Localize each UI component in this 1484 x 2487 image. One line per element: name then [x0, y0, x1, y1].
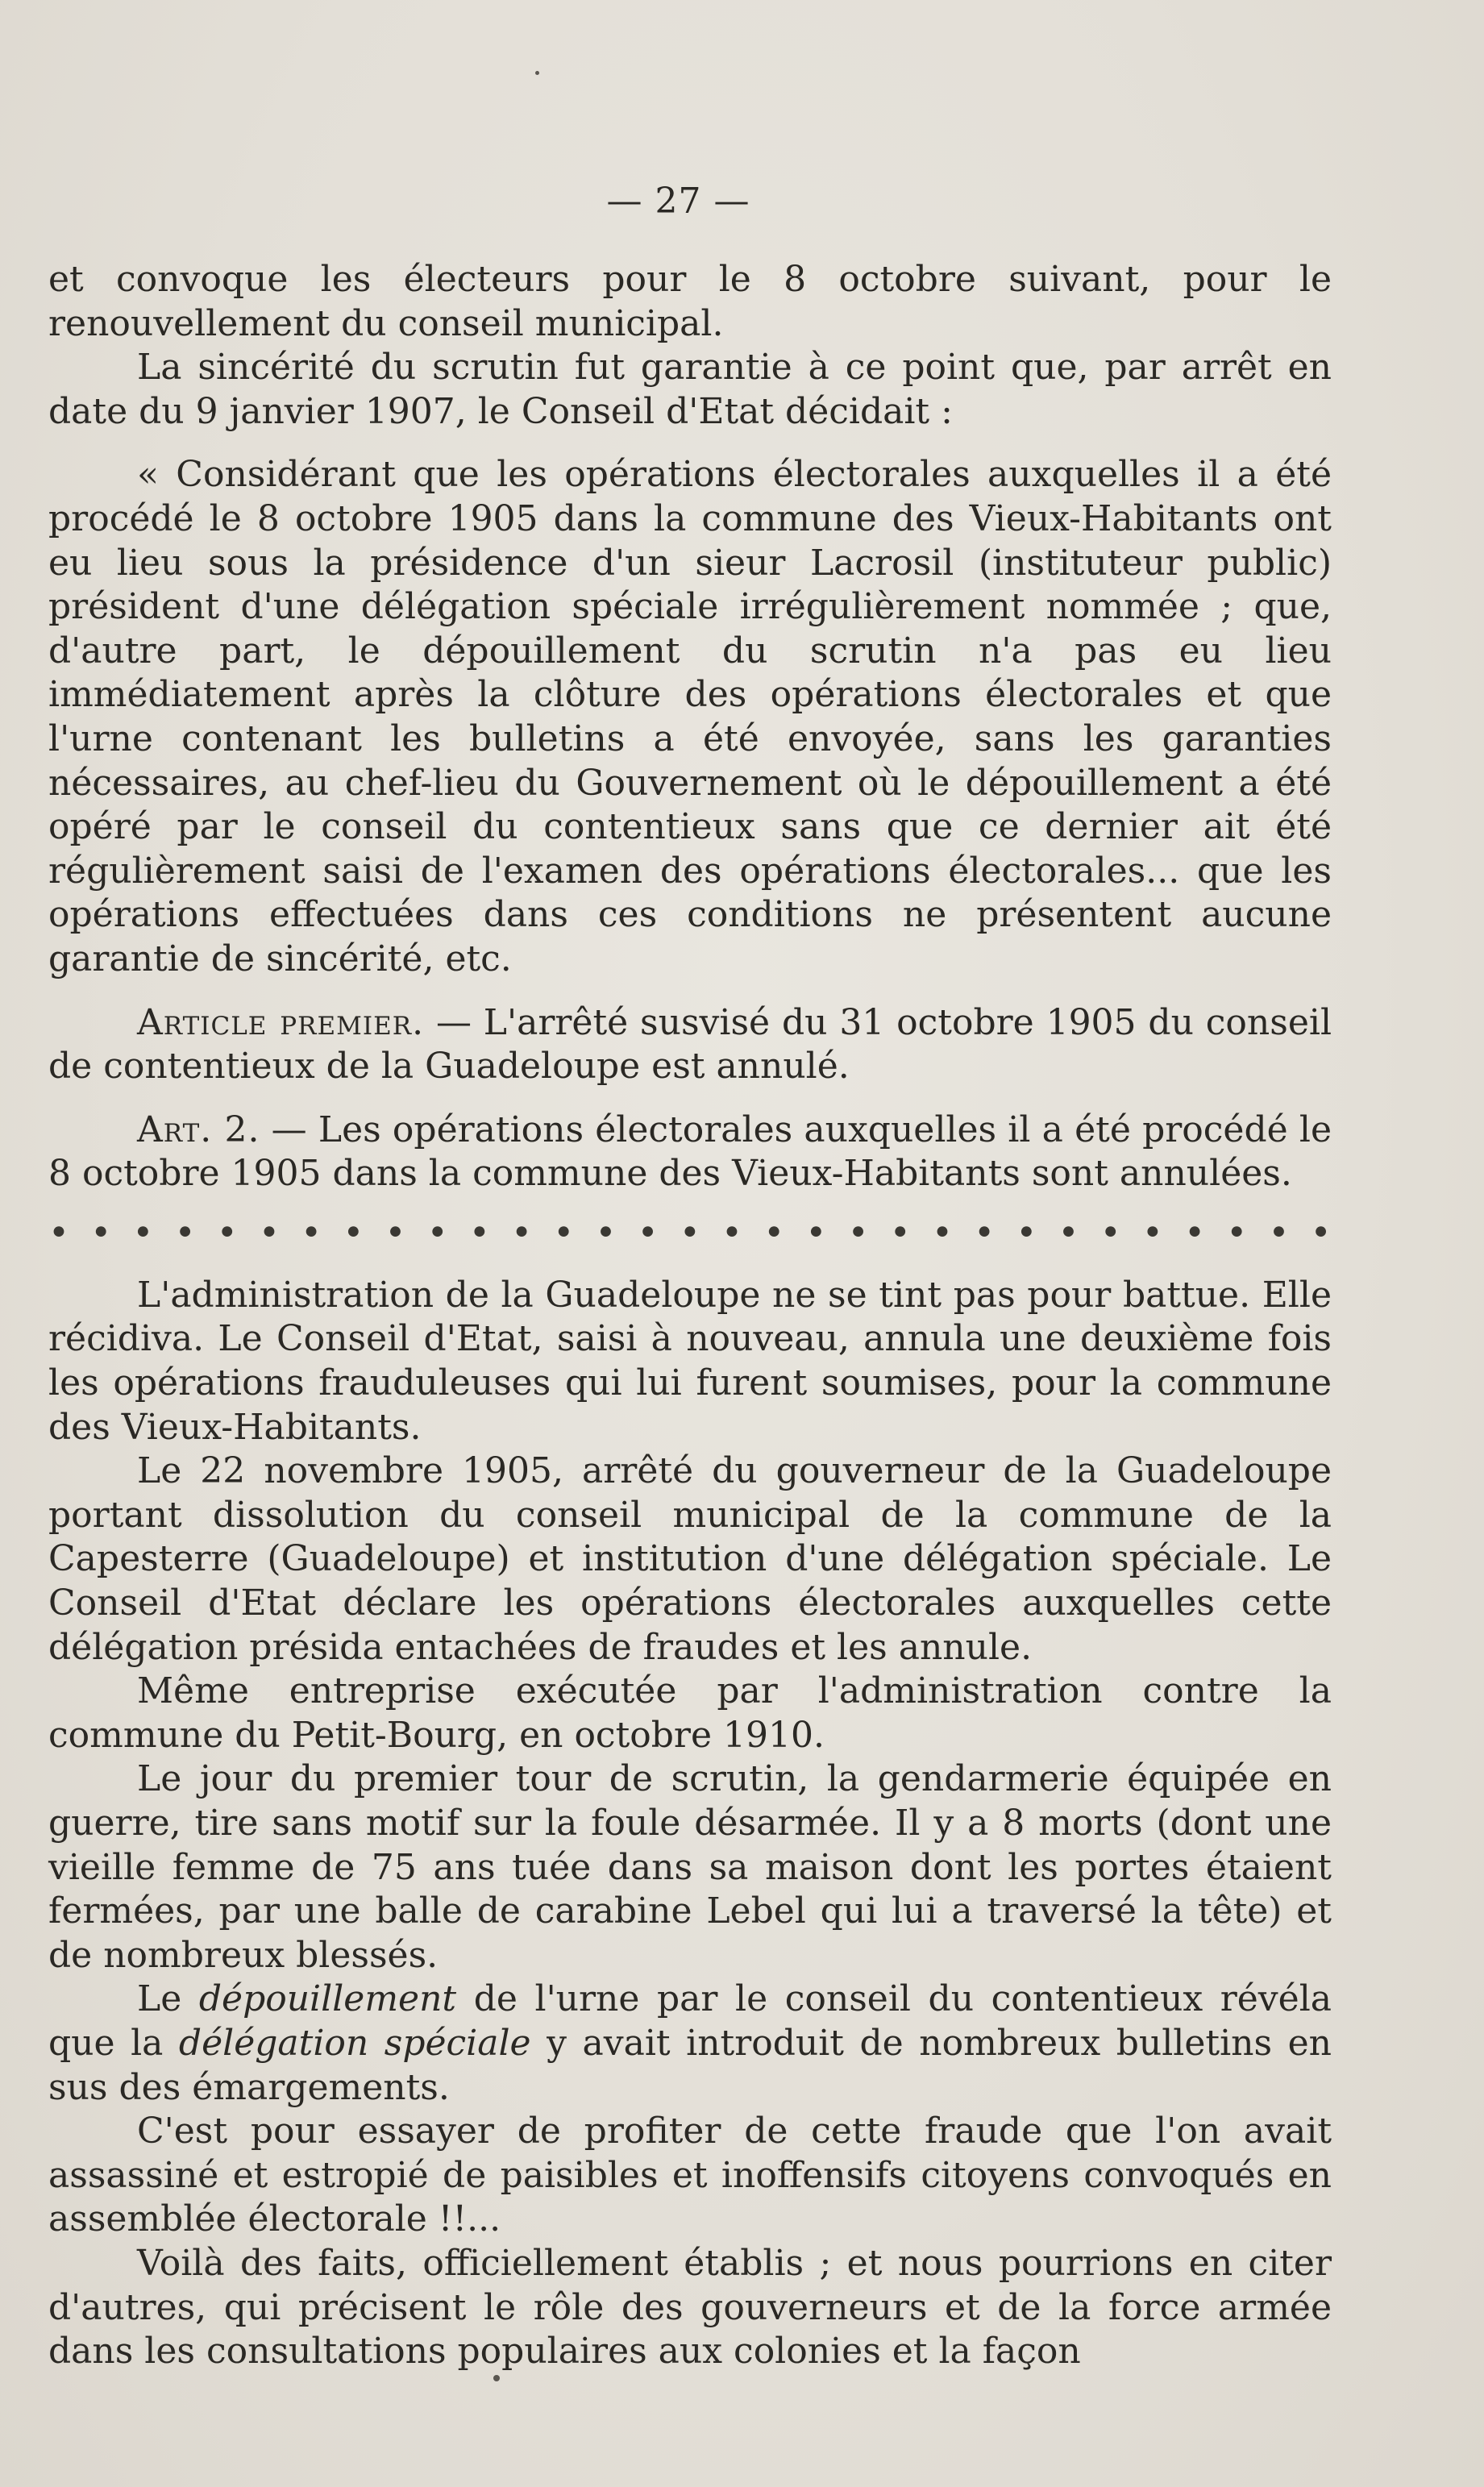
leader-dot: • [1310, 1212, 1332, 1254]
leader-dot: • [385, 1212, 406, 1254]
article-premier [48, 1001, 1332, 1089]
paragraph-sincerite: La sincérité du scrutin fut garantie à ce point que, par arrêt en date du 9 janvier 1907, le Conseil d'Etat décidait : [48, 347, 1332, 432]
leader-dot: • [90, 1212, 112, 1254]
text-run: de l'urne par le conseil du contentieux révéla que la [48, 1978, 1332, 2064]
leader-dot: • [343, 1212, 364, 1254]
leader-dot: • [721, 1212, 742, 1254]
leader-dot: • [974, 1212, 996, 1254]
leader-dot: • [847, 1212, 869, 1254]
leader-dot: • [595, 1212, 617, 1254]
leader-dot: • [216, 1212, 238, 1254]
paragraph-fraude: C'est pour essayer de profiter de cette fraude que l'on avait assassiné et estropié de paisibles et inoffensifs citoyens convoqués en assemblée électorale !!... [48, 2111, 1332, 2240]
paragraph-voila: Voilà des faits, officiellement établis ; et nous pourrions en citer d'autres, qui précisent le rôle des gouverneurs et de la force armée dans les consultations populaires aux colonies et la façon [48, 2242, 1332, 2373]
leader-dot: • [679, 1212, 700, 1254]
paragraph-administration: L'administration de la Guadeloupe ne se tint pas pour battue. Elle récidiva. Le Conseil d'Etat, saisi à nouveau, annula une deuxième fois les opérations frauduleuses qui lui furent soumises, pour la commune des Vieux-Habitants. [48, 1274, 1332, 1448]
article-premier-text: — L'arrêté susvisé du 31 octobre 1905 du conseil de contentieux de la Guadeloupe est annulé. [48, 1001, 1332, 1088]
leader-dot: • [511, 1212, 533, 1254]
leader-dot: • [1184, 1212, 1206, 1254]
paragraph-depouillement [48, 1978, 1332, 2110]
italic-depouillement: dépouillement [198, 1978, 457, 2020]
leader-dot: • [48, 1212, 69, 1254]
article-2 [48, 1108, 1332, 1196]
leader-dot: • [426, 1212, 448, 1254]
leader-dot: • [132, 1212, 154, 1254]
paragraph-gendarmerie: Le jour du premier tour de scrutin, la gendarmerie équipée en guerre, tire sans motif sur la foule désarmée. Il y a 8 morts (dont une vieille femme de 75 ans tuée dans sa maison dont les portes étaient fermées, par une balle de carabine Lebel qui lui a traversé la tête) et de nombreux blessés. [48, 1758, 1332, 1976]
leader-dot: • [258, 1212, 280, 1254]
leader-dot: • [763, 1212, 785, 1254]
leader-dot: • [553, 1212, 575, 1254]
paragraph-capesterre: Le 22 novembre 1905, arrêté du gouverneur de la Guadeloupe portant dissolution du conseil municipal de la commune de la Capesterre (Guadeloupe) et institution d'une délégation spéciale. Le Conseil d'Etat déclare les opérations électorales auxquelles cette délégation présida entachées de fraudes et les annule. [48, 1450, 1332, 1668]
paragraph-petit-bourg: Même entreprise exécutée par l'administration contre la commune du Petit-Bourg, en octobre 1910. [48, 1670, 1332, 1756]
ellipsis-dot-leader [48, 1212, 1332, 1254]
ink-speck [493, 2375, 500, 2381]
leader-dot: • [1141, 1212, 1163, 1254]
leader-dot: • [805, 1212, 827, 1254]
leader-dot: • [637, 1212, 659, 1254]
article-2-label: Art. 2. [137, 1108, 260, 1150]
leader-dot: • [1226, 1212, 1248, 1254]
paragraph-continuation: et convoque les électeurs pour le 8 octobre suivant, pour le renouvellement du conseil municipal. [48, 259, 1332, 344]
leader-dot: • [301, 1212, 322, 1254]
text-run: y avait introduit de nombreux bulletins en sus des émargements. [48, 2022, 1332, 2108]
leader-dot: • [1058, 1212, 1079, 1254]
text-run: Le [137, 1978, 199, 2020]
leader-dot: • [1099, 1212, 1121, 1254]
body-text [48, 258, 1332, 2374]
leader-dot: • [1268, 1212, 1290, 1254]
leader-dot: • [889, 1212, 911, 1254]
italic-delegation-speciale: délégation spéciale [178, 2022, 531, 2064]
article-premier-label: Article premier. [137, 1001, 425, 1043]
leader-dot: • [468, 1212, 490, 1254]
article-2-text: — Les opérations électorales auxquelles il a été procédé le 8 octobre 1905 dans la commune des Vieux-Habitants sont annulées. [48, 1108, 1332, 1195]
leader-dot: • [1016, 1212, 1037, 1254]
page-number: — 27 — [606, 181, 750, 222]
ink-speck [535, 71, 539, 75]
quote-considerant: « Considérant que les opérations électorales auxquelles il a été procédé le 8 octobre 1905 dans la commune des Vieux-Habitants ont eu lieu sous la présidence d'un sieur Lacrosil (instituteur public) président d'une délégation spéciale irrégulièrement nommée ; que, d'autre part, le dépouillement du scrutin n'a pas eu lieu immédiatement après la clôture des opérations électorales et que l'urne contenant les bulletins a été envoyée, sans les garanties nécessaires, au chef-lieu du Gouvernement où le dépouillement a été opéré par le conseil du contentieux sans que ce dernier ait été régulièrement saisi de l'examen des opérations électorales... que les opérations effectuées dans ces conditions ne présentent aucune garantie de sincérité, etc. [48, 454, 1332, 979]
leader-dot: • [931, 1212, 953, 1254]
leader-dot: • [174, 1212, 196, 1254]
